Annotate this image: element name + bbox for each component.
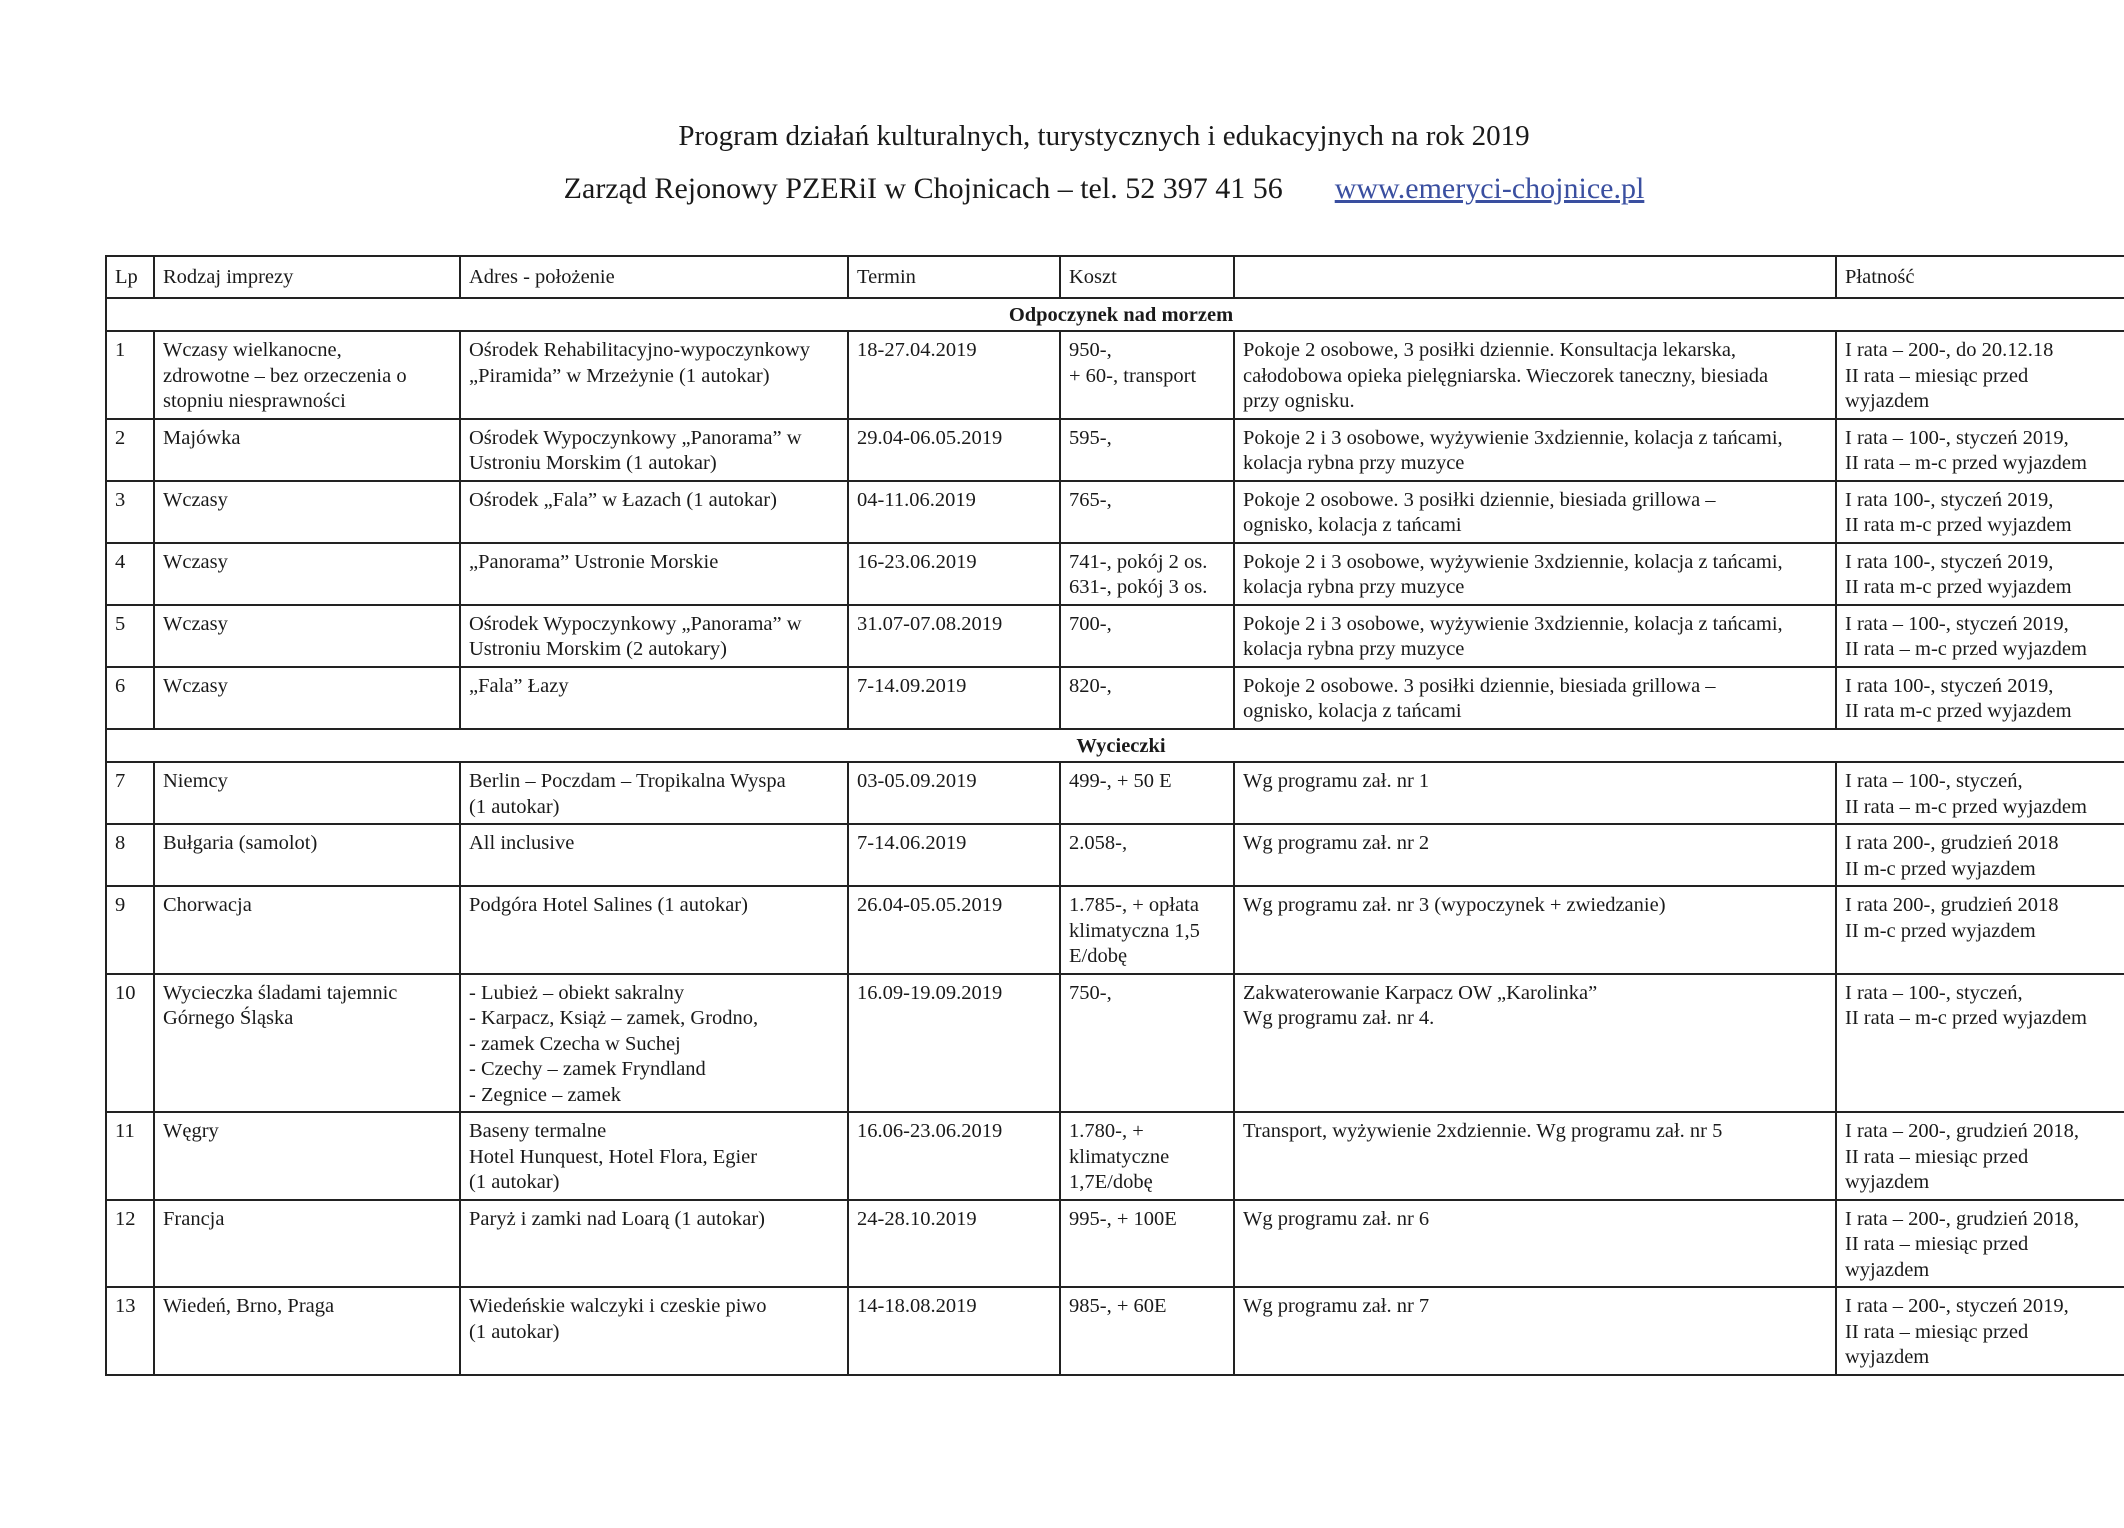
cell-payment-line: II m-c przed wyjazdem <box>1845 857 2036 880</box>
cell-details <box>1234 667 1836 729</box>
cell-address-line: - Lubież – obiekt sakralny <box>469 981 685 1004</box>
cell-lp: 1 <box>106 331 154 419</box>
cell-address <box>460 1200 848 1288</box>
cell-payment <box>1836 605 2124 667</box>
cell-payment <box>1836 1200 2124 1288</box>
cell-payment-line: wyjazdem <box>1845 1258 1930 1281</box>
cell-cost-line: + 60-, transport <box>1069 364 1197 387</box>
cell-payment-line: II rata – m-c przed wyjazdem <box>1845 795 2087 818</box>
cell-date: 26.04-05.05.2019 <box>848 886 1060 974</box>
cell-cost-line: 995-, + 100E <box>1069 1207 1177 1230</box>
cell-payment-line: II rata – m-c przed wyjazdem <box>1845 638 2087 660</box>
program-table <box>105 255 2124 1376</box>
cell-cost <box>1060 543 1234 605</box>
cell-lp: 2 <box>106 419 154 481</box>
cell-address <box>460 1287 848 1375</box>
cell-payment-line: I rata – 100-, styczeń, <box>1845 770 2023 792</box>
cell-address <box>460 762 848 824</box>
cell-address <box>460 667 848 729</box>
cell-payment-line: II rata – miesiąc przed <box>1845 1145 2029 1168</box>
cell-payment-line: II rata m-c przed wyjazdem <box>1845 514 2072 536</box>
cell-payment-line: wyjazdem <box>1845 390 1930 412</box>
cell-type <box>154 331 460 419</box>
cell-cost-line: 820-, <box>1069 674 1112 697</box>
table-row <box>106 543 2124 605</box>
cell-lp: 7 <box>106 762 154 824</box>
cell-lp: 8 <box>106 824 154 886</box>
cell-details-line: Wg programu zał. nr 4. <box>1243 1007 1435 1029</box>
cell-details-line: Pokoje 2 i 3 osobowe, wyżywienie 3xdziennie, kolacja z tańcami, <box>1243 612 1783 635</box>
cell-payment-line: I rata – 200-, styczeń 2019, <box>1845 1295 2069 1317</box>
cell-address <box>460 886 848 974</box>
cell-type <box>154 605 460 667</box>
cell-type-line: Bułgaria (samolot) <box>163 832 318 854</box>
section-title: Odpoczynek nad morzem <box>106 298 2124 332</box>
cell-cost-line: 631-, pokój 3 os. <box>1069 576 1208 598</box>
cell-details-line: Wg programu zał. nr 1 <box>1243 770 1430 792</box>
table-row <box>106 886 2124 974</box>
table-row <box>106 1287 2124 1375</box>
cell-type-line: Chorwacja <box>163 894 252 916</box>
cell-date: 24-28.10.2019 <box>848 1200 1060 1288</box>
cell-payment-line: II rata – m-c przed wyjazdem <box>1845 1007 2087 1029</box>
cell-details-line: całodobowa opieka pielęgniarska. Wieczorek taneczny, biesiada <box>1243 364 1769 387</box>
cell-cost <box>1060 886 1234 974</box>
cell-lp: 4 <box>106 543 154 605</box>
cell-type <box>154 481 460 543</box>
cell-details-line: kolacja rybna przy muzyce <box>1243 576 1465 598</box>
section-title: Wycieczki <box>106 729 2124 763</box>
cell-type <box>154 667 460 729</box>
cell-address-line: - zamek Czecha w Suchej <box>469 1032 681 1055</box>
cell-details-line: ognisko, kolacja z tańcami <box>1243 700 1462 722</box>
cell-type-line: Wycieczka śladami tajemnic <box>163 981 398 1004</box>
cell-cost-line: 700-, <box>1069 612 1112 635</box>
cell-cost <box>1060 481 1234 543</box>
cell-payment <box>1836 886 2124 974</box>
cell-cost-line: 499-, + 50 E <box>1069 770 1172 792</box>
col-header-cost: Koszt <box>1060 256 1234 298</box>
cell-type-line: Wczasy wielkanocne, <box>163 339 342 361</box>
cell-address-line: (1 autokar) <box>469 1320 560 1343</box>
cell-payment-line: II rata – miesiąc przed <box>1845 1233 2029 1255</box>
cell-cost <box>1060 1112 1234 1200</box>
cell-type <box>154 974 460 1113</box>
table-row <box>106 667 2124 729</box>
cell-details-line: Zakwaterowanie Karpacz OW „Karolinka” <box>1243 981 1598 1004</box>
cell-details <box>1234 419 1836 481</box>
cell-address-line: „Panorama” Ustronie Morskie <box>469 550 719 573</box>
cell-details <box>1234 481 1836 543</box>
cell-cost-line: klimatyczna 1,5 <box>1069 919 1200 942</box>
cell-address-line: - Zegnice – zamek <box>469 1083 621 1106</box>
cell-details <box>1234 762 1836 824</box>
cell-payment <box>1836 667 2124 729</box>
cell-payment-line: II m-c przed wyjazdem <box>1845 919 2036 942</box>
cell-cost <box>1060 1200 1234 1288</box>
table-header-row <box>106 256 2124 298</box>
cell-type-line: stopniu niesprawności <box>163 390 346 412</box>
cell-payment-line: I rata – 100-, styczeń 2019, <box>1845 426 2069 449</box>
cell-type <box>154 886 460 974</box>
cell-cost <box>1060 1287 1234 1375</box>
cell-type <box>154 1112 460 1200</box>
cell-payment <box>1836 824 2124 886</box>
cell-type-line: Wczasy <box>163 488 228 511</box>
cell-address-line: (1 autokar) <box>469 1171 560 1193</box>
cell-cost-line: 1.785-, + opłata <box>1069 894 1199 916</box>
cell-cost-line: 2.058-, <box>1069 832 1128 854</box>
cell-address-line: (1 autokar) <box>469 795 560 818</box>
cell-lp: 12 <box>106 1200 154 1288</box>
cell-date: 7-14.09.2019 <box>848 667 1060 729</box>
cell-payment-line: wyjazdem <box>1845 1171 1930 1193</box>
cell-lp: 6 <box>106 667 154 729</box>
cell-lp: 13 <box>106 1287 154 1375</box>
cell-type <box>154 762 460 824</box>
cell-address-line: Berlin – Poczdam – Tropikalna Wyspa <box>469 770 786 792</box>
cell-date: 16.09-19.09.2019 <box>848 974 1060 1113</box>
cell-address-line: Ośrodek „Fala” w Łazach (1 autokar) <box>469 488 777 511</box>
cell-payment <box>1836 543 2124 605</box>
cell-address-line: Ośrodek Rehabilitacyjno-wypoczynkowy <box>469 339 811 361</box>
cell-lp: 10 <box>106 974 154 1113</box>
cell-details-line: Pokoje 2 osobowe, 3 posiłki dziennie. Konsultacja lekarska, <box>1243 339 1737 361</box>
cell-payment-line: II rata m-c przed wyjazdem <box>1845 700 2072 722</box>
organization-contact: Zarząd Rejonowy PZERiI w Chojnicach – tel. 52 397 41 56 <box>563 172 1283 205</box>
cell-cost-line: 985-, + 60E <box>1069 1295 1167 1317</box>
cell-date: 29.04-06.05.2019 <box>848 419 1060 481</box>
cell-payment-line: I rata 100-, styczeń 2019, <box>1845 550 2054 573</box>
website-link[interactable]: www.emeryci-chojnice.pl <box>1334 172 1645 205</box>
cell-payment-line: II rata – miesiąc przed <box>1845 364 2029 387</box>
cell-lp: 9 <box>106 886 154 974</box>
cell-address-line: All inclusive <box>469 832 575 854</box>
cell-payment <box>1836 481 2124 543</box>
cell-details <box>1234 331 1836 419</box>
cell-type-line: Wiedeń, Brno, Praga <box>163 1295 335 1317</box>
cell-cost <box>1060 667 1234 729</box>
cell-details-line: Wg programu zał. nr 6 <box>1243 1207 1430 1230</box>
cell-details <box>1234 1287 1836 1375</box>
cell-cost-line: klimatyczne <box>1069 1145 1170 1168</box>
cell-type-line: Górnego Śląska <box>163 1007 294 1029</box>
cell-details <box>1234 1112 1836 1200</box>
cell-payment-line: I rata – 100-, styczeń 2019, <box>1845 612 2069 635</box>
col-header-date: Termin <box>848 256 1060 298</box>
cell-payment-line: I rata – 200-, grudzień 2018, <box>1845 1207 2079 1230</box>
cell-address-line: Paryż i zamki nad Loarą (1 autokar) <box>469 1207 765 1230</box>
cell-type-line: Niemcy <box>163 770 228 792</box>
cell-address-line: Ośrodek Wypoczynkowy „Panorama” w <box>469 426 802 449</box>
cell-payment-line: wyjazdem <box>1845 1346 1930 1368</box>
table-row <box>106 605 2124 667</box>
cell-cost <box>1060 331 1234 419</box>
document-subtitle <box>42 172 2124 206</box>
table-row <box>106 824 2124 886</box>
cell-address-line: „Fala” Łazy <box>469 674 569 697</box>
cell-cost-line: 750-, <box>1069 981 1112 1004</box>
cell-address <box>460 974 848 1113</box>
cell-date: 14-18.08.2019 <box>848 1287 1060 1375</box>
cell-address <box>460 1112 848 1200</box>
col-header-payment: Płatność <box>1836 256 2124 298</box>
cell-lp: 5 <box>106 605 154 667</box>
table-row <box>106 331 2124 419</box>
cell-date: 18-27.04.2019 <box>848 331 1060 419</box>
document-title: Program działań kulturalnych, turystycznych i edukacyjnych na rok 2019 <box>678 120 1530 152</box>
cell-cost-line: 765-, <box>1069 488 1112 511</box>
cell-details-line: kolacja rybna przy muzyce <box>1243 638 1465 660</box>
cell-details-line: Transport, wyżywienie 2xdziennie. Wg programu zał. nr 5 <box>1243 1120 1723 1142</box>
cell-address-line: Ustroniu Morskim (2 autokary) <box>469 638 727 660</box>
cell-payment-line: II rata – miesiąc przed <box>1845 1320 2029 1343</box>
cell-payment-line: II rata m-c przed wyjazdem <box>1845 576 2072 598</box>
table-row <box>106 419 2124 481</box>
cell-payment-line: I rata – 200-, do 20.12.18 <box>1845 339 2054 361</box>
cell-address <box>460 481 848 543</box>
cell-type-line: Węgry <box>163 1120 219 1142</box>
cell-address <box>460 605 848 667</box>
section-row <box>106 298 2124 332</box>
cell-lp: 11 <box>106 1112 154 1200</box>
cell-payment <box>1836 974 2124 1113</box>
cell-payment-line: I rata 100-, styczeń 2019, <box>1845 488 2054 511</box>
cell-date: 7-14.06.2019 <box>848 824 1060 886</box>
cell-details-line: przy ognisku. <box>1243 390 1355 412</box>
cell-type <box>154 1287 460 1375</box>
cell-details-line: Pokoje 2 i 3 osobowe, wyżywienie 3xdziennie, kolacja z tańcami, <box>1243 550 1783 573</box>
table-row <box>106 1112 2124 1200</box>
cell-address-line: - Czechy – zamek Fryndland <box>469 1058 706 1080</box>
cell-date: 03-05.09.2019 <box>848 762 1060 824</box>
cell-type-line: Wczasy <box>163 550 228 573</box>
cell-details-line: Wg programu zał. nr 7 <box>1243 1295 1430 1317</box>
cell-cost-line: 1,7E/dobę <box>1069 1171 1153 1193</box>
cell-details-line: ognisko, kolacja z tańcami <box>1243 514 1462 536</box>
cell-type <box>154 543 460 605</box>
table-row <box>106 762 2124 824</box>
table-body <box>106 298 2124 1375</box>
cell-payment-line: I rata 100-, styczeń 2019, <box>1845 674 2054 697</box>
cell-type <box>154 824 460 886</box>
cell-cost-line: E/dobę <box>1069 945 1128 967</box>
section-row <box>106 729 2124 763</box>
cell-date: 16-23.06.2019 <box>848 543 1060 605</box>
cell-type-line: Wczasy <box>163 674 228 697</box>
cell-cost-line: 595-, <box>1069 426 1112 449</box>
cell-lp: 3 <box>106 481 154 543</box>
cell-details <box>1234 605 1836 667</box>
cell-address-line: Baseny termalne <box>469 1120 607 1142</box>
cell-payment <box>1836 331 2124 419</box>
cell-details-line: Pokoje 2 osobowe. 3 posiłki dziennie, biesiada grillowa – <box>1243 488 1716 511</box>
cell-address-line: Hotel Hunquest, Hotel Flora, Egier <box>469 1145 758 1168</box>
cell-date: 04-11.06.2019 <box>848 481 1060 543</box>
cell-cost-line: 741-, pokój 2 os. <box>1069 550 1208 573</box>
cell-cost <box>1060 605 1234 667</box>
cell-payment-line: II rata – m-c przed wyjazdem <box>1845 452 2087 474</box>
col-header-address: Adres - położenie <box>460 256 848 298</box>
cell-payment-line: I rata 200-, grudzień 2018 <box>1845 832 2059 854</box>
cell-address-line: Ustroniu Morskim (1 autokar) <box>469 452 717 474</box>
cell-payment <box>1836 1287 2124 1375</box>
cell-details-line: Wg programu zał. nr 2 <box>1243 832 1430 854</box>
table-row <box>106 481 2124 543</box>
cell-type-line: Wczasy <box>163 612 228 635</box>
cell-type-line: Majówka <box>163 426 241 449</box>
cell-details <box>1234 1200 1836 1288</box>
cell-cost <box>1060 419 1234 481</box>
cell-type <box>154 1200 460 1288</box>
table-row <box>106 1200 2124 1288</box>
cell-type <box>154 419 460 481</box>
cell-details-line: Wg programu zał. nr 3 (wypoczynek + zwiedzanie) <box>1243 894 1666 916</box>
cell-payment <box>1836 1112 2124 1200</box>
cell-payment <box>1836 419 2124 481</box>
cell-address-line: Wiedeńskie walczyki i czeskie piwo <box>469 1295 767 1317</box>
cell-details-line: Pokoje 2 osobowe. 3 posiłki dziennie, biesiada grillowa – <box>1243 674 1716 697</box>
cell-address-line: - Karpacz, Książ – zamek, Grodno, <box>469 1007 759 1029</box>
col-header-type: Rodzaj imprezy <box>154 256 460 298</box>
col-header-details <box>1234 256 1836 298</box>
col-header-lp: Lp <box>106 256 154 298</box>
cell-address <box>460 331 848 419</box>
cell-address-line: Ośrodek Wypoczynkowy „Panorama” w <box>469 612 802 635</box>
cell-date: 31.07-07.08.2019 <box>848 605 1060 667</box>
cell-cost-line: 950-, <box>1069 339 1112 361</box>
cell-address <box>460 543 848 605</box>
cell-details <box>1234 974 1836 1113</box>
cell-type-line: zdrowotne – bez orzeczenia o <box>163 364 407 387</box>
cell-details-line: Pokoje 2 i 3 osobowe, wyżywienie 3xdziennie, kolacja z tańcami, <box>1243 426 1783 449</box>
cell-details-line: kolacja rybna przy muzyce <box>1243 452 1465 474</box>
cell-payment-line: I rata – 200-, grudzień 2018, <box>1845 1120 2079 1142</box>
cell-details <box>1234 886 1836 974</box>
cell-address <box>460 419 848 481</box>
cell-payment-line: I rata 200-, grudzień 2018 <box>1845 894 2059 916</box>
cell-date: 16.06-23.06.2019 <box>848 1112 1060 1200</box>
cell-payment-line: I rata – 100-, styczeń, <box>1845 981 2023 1004</box>
cell-details <box>1234 824 1836 886</box>
cell-address <box>460 824 848 886</box>
cell-address-line: Podgóra Hotel Salines (1 autokar) <box>469 894 748 916</box>
cell-cost <box>1060 824 1234 886</box>
cell-payment <box>1836 762 2124 824</box>
cell-cost <box>1060 762 1234 824</box>
cell-cost <box>1060 974 1234 1113</box>
table-row <box>106 974 2124 1113</box>
cell-details <box>1234 543 1836 605</box>
cell-address-line: „Piramida” w Mrzeżynie (1 autokar) <box>469 364 770 387</box>
cell-type-line: Francja <box>163 1207 225 1230</box>
cell-cost-line: 1.780-, + <box>1069 1120 1144 1142</box>
